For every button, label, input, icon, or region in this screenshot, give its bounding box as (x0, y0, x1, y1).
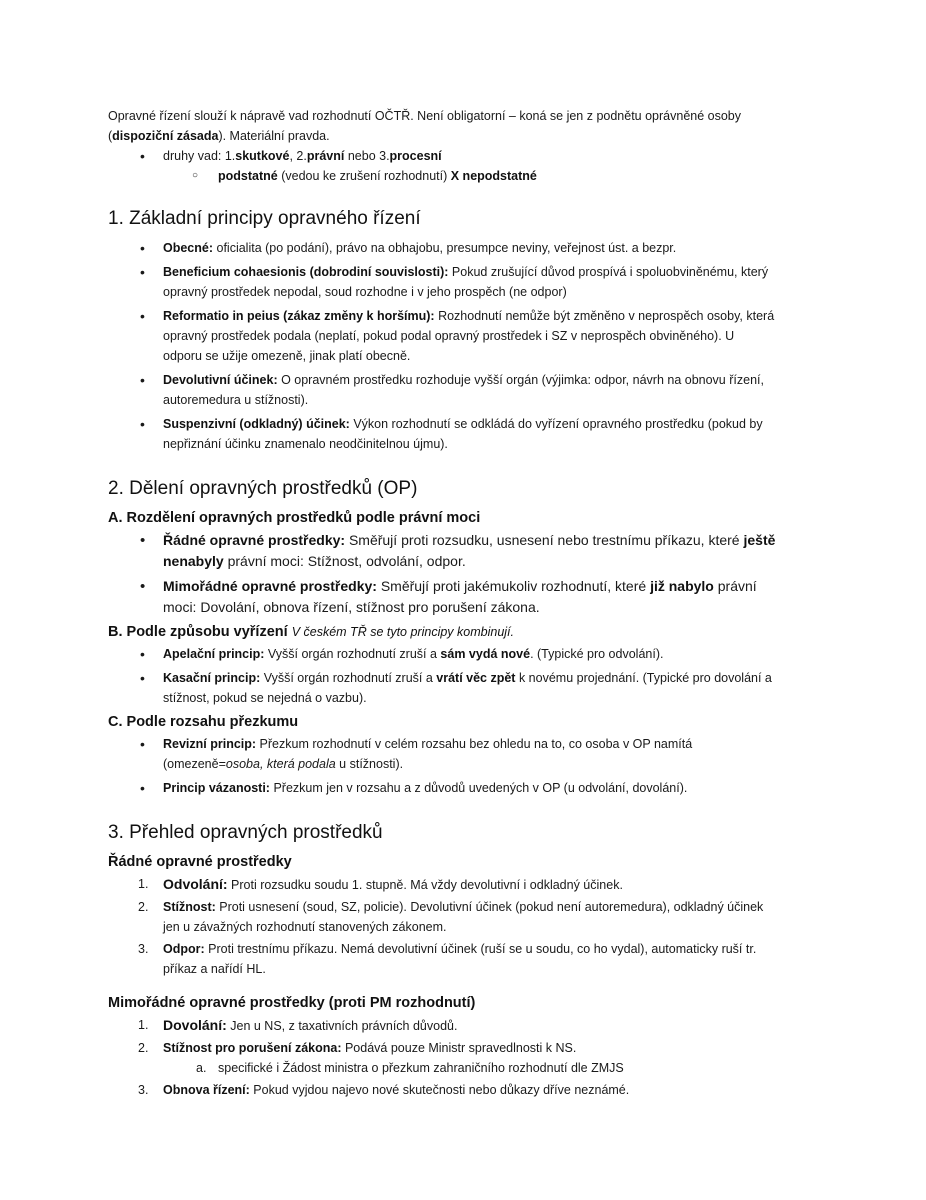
extraordinary-remedy-item (108, 1080, 776, 1100)
scope-text-end: u stížnosti). (335, 757, 404, 771)
item-number: 3. (138, 1083, 149, 1097)
method-bold: vrátí věc zpět (436, 671, 516, 685)
extraordinary-remedy-term: Stížnost pro porušení zákona: (163, 1041, 342, 1055)
section2c-heading: C. Podle rozsahu přezkumu (108, 714, 299, 730)
section1-heading: 1. Základní principy opravného řízení (108, 208, 421, 229)
ordinary-remedy-item (108, 874, 776, 895)
intro-paragraph (108, 106, 776, 146)
extraordinary-remedy-text: Pokud vyjdou najevo nové skutečnosti nebo důkazy dříve neznámé. (249, 1083, 630, 1097)
principle-term: Obecné: (163, 241, 214, 255)
remedy-type-text: Směřují proti rozsudku, usnesení nebo trestnímu příkazu, které (345, 532, 744, 548)
scope-item (108, 778, 776, 798)
method-term: Apelační princip: (163, 647, 265, 661)
section2b-list (108, 644, 776, 708)
ordinary-remedy-text: Proti rozsudku soudu 1. stupně. Má vždy devolutivní i odkladný účinek. (227, 878, 623, 892)
extraordinary-remedy-item (108, 1015, 776, 1036)
scope-item (108, 734, 776, 774)
extraordinary-list (108, 1015, 776, 1100)
remedy-type-term: Řádné opravné prostředky: (163, 532, 346, 548)
item-letter: a. (196, 1061, 207, 1075)
section2b-note: V českém TŘ se tyto principy kombinují. (291, 625, 514, 639)
defects-list (108, 146, 776, 186)
method-text: Vyšší orgán rozhodnutí zruší a (264, 647, 441, 661)
extraordinary-subitem-text: specifické i Žádost ministra o přezkum zahraničního rozhodnutí dle ZMJS (218, 1061, 624, 1075)
principle-term: Devolutivní účinek: (163, 373, 278, 387)
ordinary-remedy-term: Odvolání: (163, 876, 228, 892)
method-text-end: . (Typické pro odvolání). (530, 647, 664, 661)
section2b-heading: B. Podle způsobu vyřízení V českém TŘ se tyto principy kombinují. (108, 624, 514, 640)
scope-italic: osoba, která podala (225, 757, 336, 771)
extraordinary-sublist (163, 1058, 776, 1078)
principle-item (108, 238, 776, 258)
remedy-type-bold: již nabylo (650, 578, 714, 594)
section2c-list (108, 734, 776, 798)
section2-heading: 2. Dělení opravných prostředků (OP) (108, 478, 418, 499)
principle-term: Beneficium cohaesionis (dobrodiní souvislosti): (163, 265, 449, 279)
ordinary-remedy-item (108, 939, 776, 979)
item-number: 1. (138, 1018, 149, 1032)
extraordinary-remedy-term: Dovolání: (163, 1017, 227, 1033)
section2a-heading: A. Rozdělení opravných prostředků podle právní moci (108, 510, 481, 526)
remedy-type-bold: ještě nenabyly (163, 532, 776, 569)
extraordinary-remedy-text: Podává pouze Ministr spravedlnosti k NS. (341, 1041, 577, 1055)
principle-text: Rozhodnutí nemůže být změněno v neprospěch osoby, která opravný prostředek podala (neplatí, pokud podal opravný prostředek i SZ v neprospěch obviněného). U odporu se užije omezeně, jinak platí obecně. (163, 309, 775, 363)
section2a-list (108, 530, 776, 618)
remedy-type-item (108, 576, 776, 618)
principle-text: Výkon rozhodnutí se odkládá do vyřízení opravného prostředku (pokud by nepřiznání účinku znamenalo neodčinitelnou újmu). (163, 417, 763, 451)
extraordinary-remedy-item (108, 1038, 776, 1078)
ordinary-remedy-text: Proti usnesení (soud, SZ, policie). Devolutivní účinek (pokud není autoremedura), odkladný účinek jen u závažných rozhodnutí stanovených zákonem. (163, 900, 764, 934)
intro-text: Opravné řízení slouží k nápravě vad rozhodnutí OČTŘ. Není obligatorní – koná se jen z podnětu oprávněné osoby ( (108, 109, 742, 143)
ordinary-list (108, 874, 776, 979)
remedy-type-item (108, 530, 776, 572)
intro-text-end: ). Materiální pravda. (218, 129, 330, 143)
method-item (108, 668, 776, 708)
item-number: 2. (138, 900, 149, 914)
principle-term: Suspenzivní (odkladný) účinek: (163, 417, 350, 431)
ordinary-remedy-text: Proti trestnímu příkazu. Nemá devolutivní účinek (ruší se u soudu, co ho vydal), automaticky ruší tr. příkaz a nařídí HL. (163, 942, 757, 976)
principle-item (108, 306, 776, 366)
ordinary-remedy-term: Odpor: (163, 942, 205, 956)
principle-item (108, 262, 776, 302)
method-text-end: k novému projednání. (Typické pro dovolání a stížnost, pokud se nejedná o vazbu). (163, 671, 772, 705)
extraordinary-subitem (108, 1058, 776, 1078)
method-term: Kasační princip: (163, 671, 261, 685)
principle-term: Reformatio in peius (zákaz změny k horšímu): (163, 309, 435, 323)
intro-bold: dispoziční zásada (112, 129, 219, 143)
ordinary-heading: Řádné opravné prostředky (108, 854, 292, 870)
ordinary-remedy-term: Stížnost: (163, 900, 216, 914)
principle-item (108, 414, 776, 454)
scope-text: Přezkum rozhodnutí v celém rozsahu bez ohledu na to, co osoba v OP namítá (omezeně= (163, 737, 693, 771)
extraordinary-heading: Mimořádné opravné prostředky (proti PM rozhodnutí) (108, 995, 476, 1011)
section3-heading: 3. Přehled opravných prostředků (108, 822, 383, 843)
defects-subitem: ○ podstatné (vedou ke zrušení rozhodnutí) X nepodstatné (108, 166, 776, 186)
scope-term: Princip vázanosti: (163, 781, 270, 795)
remedy-type-text-end: právní moci: Dovolání, obnova řízení, stížnost pro porušení zákona. (163, 578, 757, 615)
principle-text: O opravném prostředku rozhoduje vyšší orgán (výjimka: odpor, návrh na obnovu řízení, autoremedura u stížnosti). (163, 373, 764, 407)
method-item (108, 644, 776, 664)
method-text: Vyšší orgán rozhodnutí zruší a (260, 671, 437, 685)
item-number: 1. (138, 877, 149, 891)
principle-item (108, 370, 776, 410)
section1-list (108, 238, 776, 454)
scope-term: Revizní princip: (163, 737, 257, 751)
ordinary-remedy-item (108, 897, 776, 937)
item-number: 2. (138, 1041, 149, 1055)
defects-item: • druhy vad: 1.skutkové, 2.právní nebo 3.procesní ○ podstatné (vedou ke zrušení rozhodnutí) X nepodstatné (108, 146, 776, 186)
scope-text: Přezkum jen v rozsahu a z důvodů uvedených v OP (u odvolání, dovolání). (269, 781, 688, 795)
principle-text: oficialita (po podání), právo na obhajobu, presumpce neviny, veřejnost úst. a bezpr. (213, 241, 677, 255)
defects-sublist (108, 166, 776, 186)
remedy-type-text: Směřují proti jakémukoliv rozhodnutí, které (376, 578, 651, 594)
method-bold: sám vydá nové (440, 647, 531, 661)
item-number: 3. (138, 942, 149, 956)
remedy-type-text-end: právní moci: Stížnost, odvolání, odpor. (223, 553, 466, 569)
extraordinary-remedy-text: Jen u NS, z taxativních právních důvodů. (226, 1019, 458, 1033)
remedy-type-term: Mimořádné opravné prostředky: (163, 578, 377, 594)
extraordinary-remedy-term: Obnova řízení: (163, 1083, 250, 1097)
principle-text: Pokud zrušující důvod prospívá i spoluobviněnému, který opravný prostředek nepodal, soud rozhodne i v jeho prospěch (ne odpor) (163, 265, 769, 299)
